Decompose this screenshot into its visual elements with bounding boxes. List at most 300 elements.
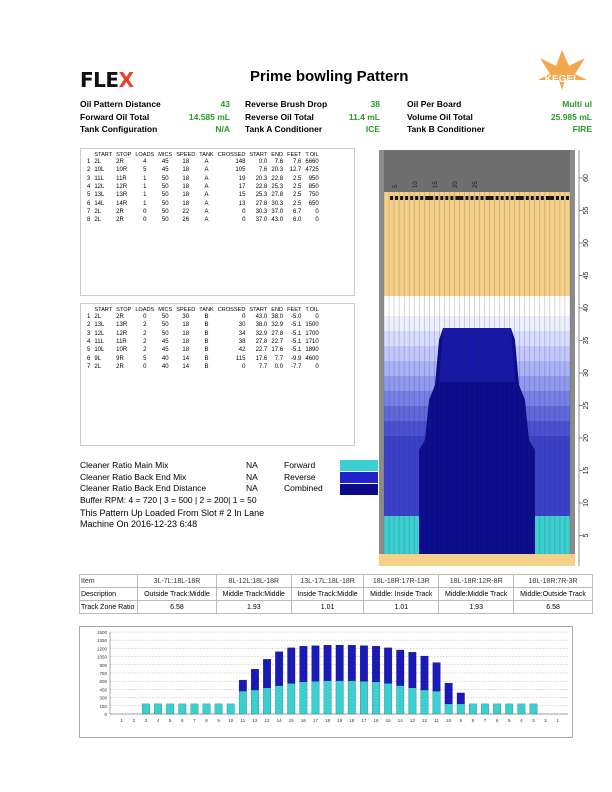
lane-top-label: 5 [393,184,399,188]
table-cell: 148 [235,159,246,166]
forward-bar [348,681,356,714]
kegel-logo [535,48,590,98]
table-cell: 22.7 [271,339,284,346]
forward-bar [396,686,404,714]
info-value: 11.4 mL [348,111,380,122]
x-tick-label: 7 [483,718,487,723]
info-row [407,111,592,124]
info-label: Oil Pattern Distance [80,99,161,109]
forward-bar [203,704,211,714]
table-cell: 4 [143,159,147,166]
lane-top-label: 20 [453,181,459,188]
table-cell: 11R [116,339,127,346]
forward-bar [493,704,501,714]
forward-bar [481,704,489,714]
zone-cell: 1.01 [364,601,439,614]
zone-cell: 18L-18R:7R-3R [514,575,593,588]
reverse-bar [251,669,259,690]
table-cell: 34 [238,330,246,337]
column-header: MICS [158,151,173,158]
zone-cell: Description [80,588,138,601]
x-tick-label: 18 [349,718,355,723]
forward-bar [312,681,320,714]
forward-bar [275,686,283,714]
table-row [85,346,321,354]
x-tick-label: 18 [325,718,331,723]
zone-cell: Middle: Inside Track [364,588,439,601]
column-header: TANK [199,151,214,158]
table-row [85,191,321,199]
y-tick-label: 1050 [96,654,107,660]
table-cell: 12R [116,330,128,337]
table-cell: 17.6 [255,355,268,362]
table-cell: 12L [94,330,105,337]
table-cell: 950 [308,175,319,182]
table-cell: 5 [87,192,91,199]
table-cell: 7.6 [293,159,302,166]
zone-cell: Middle:Outside Track [514,588,593,601]
y-tick-label: 450 [99,687,107,693]
table-cell: 27.8 [271,192,284,199]
info-row [245,111,380,124]
table-row [85,363,321,371]
table-cell: 0.0 [258,159,268,166]
ruler-label: 35 [583,336,590,345]
forward-bar [179,704,187,714]
table-cell: 13 [238,200,246,207]
table-cell: 18 [182,192,190,199]
zone-cell: Outside Track:Middle [138,588,217,601]
table-cell: 38.0 [271,314,284,321]
table-row [85,216,321,224]
forward-bar [469,704,477,714]
table-cell: 37.0 [255,217,268,224]
table-cell: 14L [94,200,105,207]
table-cell: 22 [182,208,190,215]
zone-cell: Track Zone Ratio [80,601,138,614]
x-tick-label: 16 [300,718,306,723]
info-label: Tank A Conditioner [245,124,323,134]
x-tick-label: 15 [288,718,294,723]
x-tick-label: 17 [312,718,318,723]
reverse-bar [336,645,344,681]
x-tick-label: 6 [181,718,184,723]
reverse-bar [324,645,332,681]
table-cell: 10R [116,347,128,354]
table-cell: 0 [315,314,319,321]
table-cell: 7 [87,208,91,215]
reverse-bar [239,680,247,691]
x-tick-label: 1 [556,718,559,723]
column-header: T.OIL [305,151,319,158]
table-cell: 25.3 [271,184,284,191]
table-cell: 0 [242,208,246,215]
table-cell: 27.8 [271,330,284,337]
table-cell: 25.3 [255,192,268,199]
reverse-bar [409,652,417,688]
reverse-bar [312,646,320,682]
reverse-swatch [340,472,378,483]
info-label: Oil Per Board [407,99,462,109]
table-cell: -9.9 [291,355,302,362]
table-cell: 5 [143,355,147,362]
table-cell: -7.7 [291,363,302,370]
table-cell: 2 [143,330,147,337]
table-cell: 20.3 [271,167,284,174]
table-cell: 13R [116,192,128,199]
forward-bar [518,704,526,714]
column-header: START [249,306,268,313]
lane-oil-graph [379,150,575,566]
table-cell: 43.0 [271,217,284,224]
table-cell: 2R [116,314,124,321]
column-header: FEET [287,151,302,158]
column-header: END [271,306,284,313]
table-cell: 850 [308,184,319,191]
table-row [85,313,321,321]
zone-cell: 13L-17L:18L-18R [291,575,364,588]
table-cell: -5.1 [291,339,302,346]
table-cell: 2R [116,217,124,224]
table-cell: 22.8 [255,184,268,191]
reverse-table-box [80,303,355,446]
table-cell: A [204,208,209,215]
x-tick-label: 2 [132,718,136,723]
table-cell: 8 [87,217,91,224]
table-cell: B [204,363,209,370]
x-tick-label: 6 [495,718,499,723]
ruler-label: 45 [583,271,590,280]
info-value: ICE [365,124,380,134]
table-cell: A [204,217,209,224]
table-cell: 45 [161,347,169,354]
table-cell: 6 [87,200,91,207]
info-label: Tank B Conditioner [407,124,485,134]
column-header: FEET [287,306,302,313]
zone-cell: Middle:Middle Track [439,588,514,601]
buffer-rpm: Buffer RPM: 4 = 720 | 3 = 500 | 2 = 200| 1 = 50 [80,494,257,505]
ruler-label: 55 [583,206,590,215]
table-cell: 6.7 [293,208,302,215]
forward-bar [445,704,453,714]
table-cell: 10L [94,167,105,174]
forward-bar [263,688,271,714]
column-header: TANK [199,306,214,313]
forward-bar [336,681,344,714]
column-header: LOADS [135,306,155,313]
table-cell: -5.1 [291,347,302,354]
reverse-bar [300,646,308,682]
x-tick-label: 9 [459,718,463,723]
ruler-label: 30 [583,369,590,377]
forward-table [85,151,321,224]
table-cell: 2R [116,208,124,215]
table-cell: 0 [315,363,319,370]
reverse-bar [433,663,441,691]
x-tick-label: 19 [337,718,343,723]
column-header: STOP [116,306,132,313]
table-cell: 6660 [305,159,319,166]
y-tick-label: 750 [99,671,107,676]
zone-row [80,601,593,614]
oil-per-board-chart-box [79,626,573,738]
reverse-bar [384,648,392,684]
flex-logo: FLEX [80,68,134,92]
table-cell: 7.7 [258,363,268,370]
table-cell: 1 [143,200,147,207]
info-value: N/A [215,124,230,134]
table-cell: 27.8 [255,200,268,207]
table-cell: 3 [87,175,91,182]
table-cell: -5.1 [291,322,302,329]
x-tick-label: 11 [434,718,439,723]
reverse-bar [372,646,380,682]
column-header: END [271,151,284,158]
forward-bar [360,681,368,714]
table-cell: 10L [94,347,105,354]
y-tick-label: 300 [99,695,107,701]
zone-cell: Inside Track:Middle [291,588,364,601]
table-cell: A [204,184,209,191]
forward-bar [384,683,392,714]
table-cell: 14R [116,200,128,207]
table-cell: 1500 [305,322,319,329]
info-value: 25.985 mL [550,111,592,122]
y-tick-label: 600 [99,679,107,685]
table-cell: B [204,355,209,362]
table-cell: 1 [87,314,91,321]
y-tick-label: 1350 [96,638,107,644]
info-value: 38 [370,99,380,109]
table-cell: -5.0 [291,314,302,321]
table-cell: 0 [143,208,147,215]
forward-bar [300,682,308,714]
x-tick-label: 8 [471,718,475,723]
column-header: SPEED [176,151,196,158]
info-label: Reverse Oil Total [245,111,314,122]
x-tick-label: 2 [544,718,547,723]
x-tick-label: 10 [228,718,234,723]
table-cell: 43.0 [255,314,268,321]
info-row [245,98,380,111]
table-cell: 32.9 [255,330,268,337]
y-tick-label: 1200 [96,646,107,652]
table-cell: A [204,192,209,199]
table-cell: 7.6 [274,159,284,166]
table-cell: 4600 [305,355,319,362]
table-cell: 2L [94,363,102,370]
forward-bar [421,690,429,714]
reverse-bar [360,646,368,682]
info-col-1 [80,98,230,136]
reverse-bar [263,659,271,687]
zone-cell: 1.01 [291,601,364,614]
table-cell: 37.0 [271,208,284,215]
table-cell: 2R [116,363,124,370]
table-row [85,338,321,346]
x-tick-label: 4 [520,718,523,723]
ruler-label: 25 [583,401,590,410]
info-row [80,111,230,124]
zone-cell: 1.93 [439,601,514,614]
table-cell: 50 [161,322,169,329]
table-cell: 0 [242,363,246,370]
column-header [85,306,92,313]
oil-per-board-chart [80,627,572,737]
x-tick-label: 13 [409,718,415,723]
table-cell: 7.7 [274,355,284,362]
info-col-3 [407,98,592,136]
table-row [85,321,321,329]
table-row [85,330,321,338]
column-header: LOADS [135,151,155,158]
y-tick-label: 0 [104,712,107,717]
table-cell: 0 [143,363,147,370]
zone-row [80,575,593,588]
table-cell: 9L [94,355,102,362]
table-cell: 13R [116,322,128,329]
table-cell: 38 [238,339,246,346]
table-cell: -5.1 [291,330,302,337]
x-tick-label: 5 [507,718,511,723]
table-cell: 18 [182,159,190,166]
info-value: FIRE [572,124,592,134]
table-cell: 2R [116,159,124,166]
table-cell: B [204,322,209,329]
zone-cell: 6.58 [514,601,593,614]
zone-cell: 8L-12L:18L-18R [216,575,291,588]
column-header: START [94,306,113,313]
table-cell: 13L [94,322,105,329]
info-label: Volume Oil Total [407,111,473,122]
table-cell: 19 [238,175,246,182]
table-cell: 32.9 [271,322,284,329]
info-label: Reverse Brush Drop [245,99,328,109]
table-cell: 15 [238,192,246,199]
table-cell: 0 [143,314,147,321]
forward-bar [215,704,223,714]
track-zone-table [79,574,593,614]
info-row [407,123,592,136]
table-cell: 18 [182,339,190,346]
table-row [85,166,321,174]
zone-cell: Middle Track:Middle [216,588,291,601]
forward-bar [530,704,538,714]
table-cell: 50 [161,175,169,182]
table-cell: 11L [94,175,104,182]
x-tick-label: 9 [217,718,220,723]
table-cell: 26 [182,217,190,224]
table-cell: 17.6 [271,347,284,354]
table-cell: 2.5 [293,175,302,182]
info-label: Forward Oil Total [80,111,150,122]
table-cell: 30 [182,314,190,321]
x-tick-label: 15 [385,718,391,723]
lane-top-label: 25 [473,181,479,188]
table-cell: 50 [161,184,169,191]
table-cell: A [204,175,209,182]
table-row [85,158,321,166]
table-cell: 18 [182,167,190,174]
table-cell: 1700 [305,330,319,337]
table-cell: 2 [87,167,91,174]
zone-cell: 1.93 [216,601,291,614]
forward-bar [239,691,247,714]
table-cell: 2.5 [293,184,302,191]
table-cell: A [204,167,209,174]
table-cell: B [204,347,209,354]
ruler-label: 40 [583,304,590,312]
zone-cell: 18L-18R:12R-8R [439,575,514,588]
table-row [85,199,321,207]
ruler-label: 15 [583,466,590,475]
forward-bar [227,704,235,714]
info-row [407,98,592,111]
x-tick-label: 5 [168,718,172,723]
table-cell: 2L [94,217,102,224]
table-cell: A [204,159,209,166]
zone-cell: 6.58 [138,601,217,614]
table-cell: 45 [161,159,169,166]
forward-bar [142,704,150,714]
table-cell: 40 [161,355,169,362]
table-cell: 9R [116,355,124,362]
table-cell: 4 [87,339,91,346]
reverse-bar [396,650,404,686]
table-cell: 30 [238,322,246,329]
table-cell: 12.7 [289,167,302,174]
y-tick-label: 150 [99,703,107,709]
table-cell: 40 [161,363,169,370]
table-cell: 50 [161,217,169,224]
info-col-2 [245,98,380,136]
table-row [85,208,321,216]
table-cell: 0 [143,217,147,224]
table-cell: B [204,314,209,321]
y-tick-label: 1500 [96,630,107,635]
table-cell: 2.5 [293,200,302,207]
table-cell: 0 [315,217,319,224]
table-row [85,354,321,362]
table-cell: 2 [143,322,147,329]
table-cell: 45 [161,167,169,174]
table-cell: 2 [87,322,91,329]
forward-bar [288,683,296,714]
reverse-bar [445,683,453,704]
combined-swatch [340,484,378,495]
lane-distance-ruler [578,150,596,566]
table-cell: 2L [94,159,102,166]
table-cell: 30.3 [271,200,284,207]
table-cell: 7.6 [258,167,268,174]
table-cell: 1 [143,192,147,199]
table-row [85,175,321,183]
table-cell: 7 [87,363,91,370]
table-cell: 6 [87,355,91,362]
info-row [80,98,230,111]
table-cell: 22.8 [271,175,284,182]
table-cell: 14 [182,355,190,362]
zone-cell: Item [80,575,138,588]
upload-note: This Pattern Up Loaded From Slot # 2 In Lane Machine On 2016-12-23 6:48 [80,508,265,529]
x-tick-label: 12 [421,718,427,723]
table-cell: 18 [182,184,190,191]
column-header: STOP [116,151,132,158]
y-tick-label: 900 [99,662,107,668]
column-header: START [94,151,113,158]
table-cell: 17 [238,184,246,191]
table-row [85,183,321,191]
